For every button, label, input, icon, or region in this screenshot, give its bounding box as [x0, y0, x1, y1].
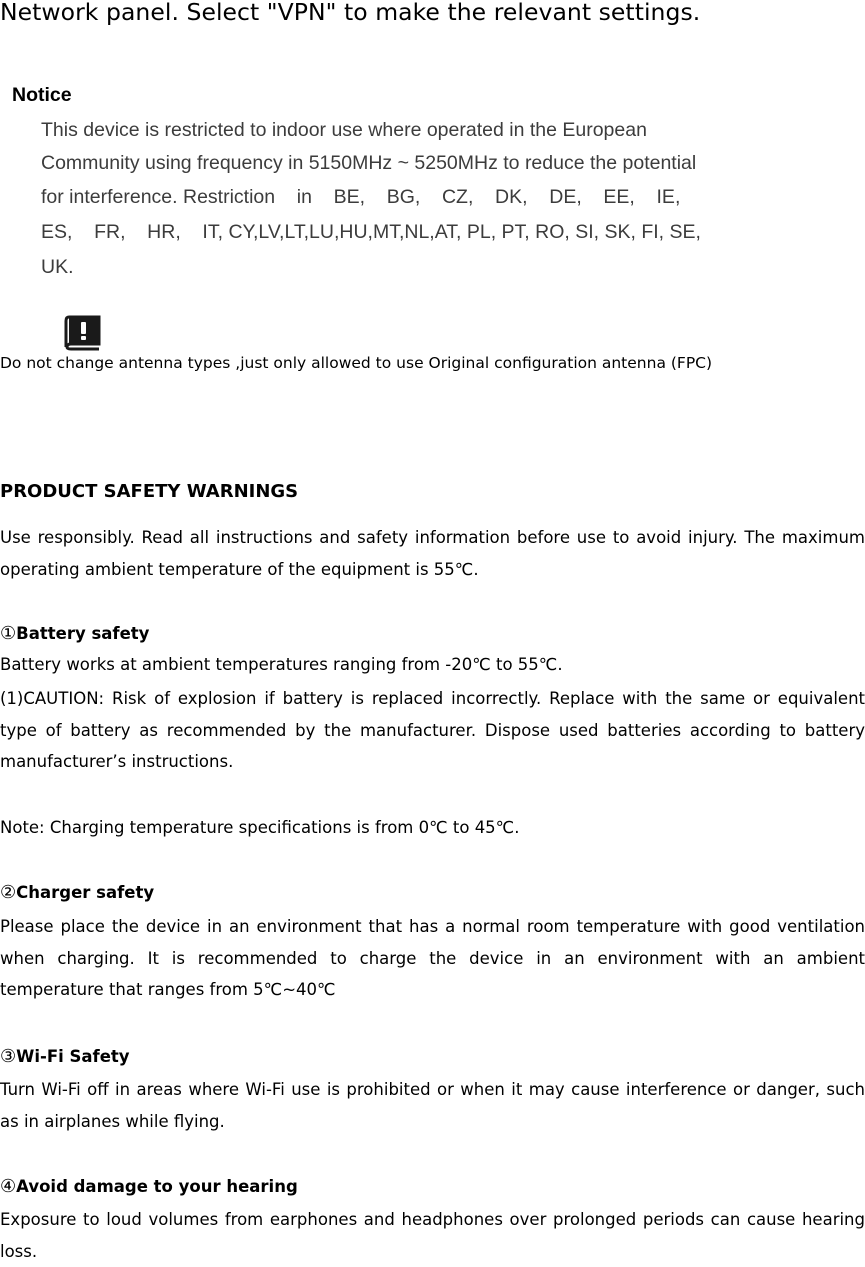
lead-text: Network panel. Select "VPN" to make the relevant settings. [0, 0, 701, 26]
section-marker: ③ [0, 1046, 17, 1067]
hearing-text: Exposure to loud volumes from earphones and headphones over prolonged periods can cause hearing loss. [0, 1210, 865, 1261]
notice-line: ES, FR, HR, IT, CY,LV,LT,LU,HU,MT,NL,AT, PL, PT, RO, SI, SK, FI, SE, [41, 221, 701, 243]
section-title: Charger safety [16, 883, 155, 902]
hearing-title [0, 1176, 298, 1197]
wifi-safety-title [0, 1046, 130, 1067]
charger-text: Please place the device in an environment that has a normal room temperature with good ventilation when charging. It is recommended to charge the device in an environment with an ambient temperature that ranges from 5℃~40℃ [0, 917, 865, 999]
antenna-note: Do not change antenna types ,just only allowed to use Original configuration antenna (FPC) [0, 354, 713, 372]
charger-safety-title [0, 882, 154, 903]
notice-line: for interference. Restriction in BE, BG, CZ, DK, DE, EE, IE, [41, 186, 681, 208]
section-title: Wi-Fi Safety [16, 1047, 130, 1066]
notice-line: UK. [41, 256, 74, 278]
section-title: Battery safety [16, 624, 150, 643]
battery-range: Battery works at ambient temperatures ranging from -20℃ to 55℃. [0, 655, 563, 674]
section-title: Avoid damage to your hearing [16, 1177, 298, 1196]
section-marker: ④ [0, 1176, 17, 1197]
safety-heading: PRODUCT SAFETY WARNINGS [0, 481, 299, 502]
notice-title: Notice [12, 84, 72, 106]
section-marker: ① [0, 623, 17, 644]
battery-note: Note: Charging temperature specifications is from 0℃ to 45℃. [0, 818, 520, 837]
safety-intro: Use responsibly. Read all instructions and safety information before use to avoid injury. The maximum operating ambient temperature of the equipment is 55℃. [0, 528, 865, 579]
section-marker: ② [0, 882, 17, 903]
battery-safety-title [0, 623, 149, 644]
notice-line: This device is restricted to indoor use where operated in the European [41, 119, 647, 141]
caution-book-icon [63, 313, 105, 351]
notice-line: Community using frequency in 5150MHz ~ 5250MHz to reduce the potential [41, 152, 697, 174]
battery-caution: (1)CAUTION: Risk of explosion if battery is replaced incorrectly. Replace with the same or equivalent type of battery as recommended by the manufacturer. Dispose used batteries according to battery manufacturer’s instructions. [0, 689, 865, 771]
wifi-text: Turn Wi-Fi off in areas where Wi-Fi use is prohibited or when it may cause interference or danger, such as in airplanes while flying. [0, 1080, 865, 1131]
